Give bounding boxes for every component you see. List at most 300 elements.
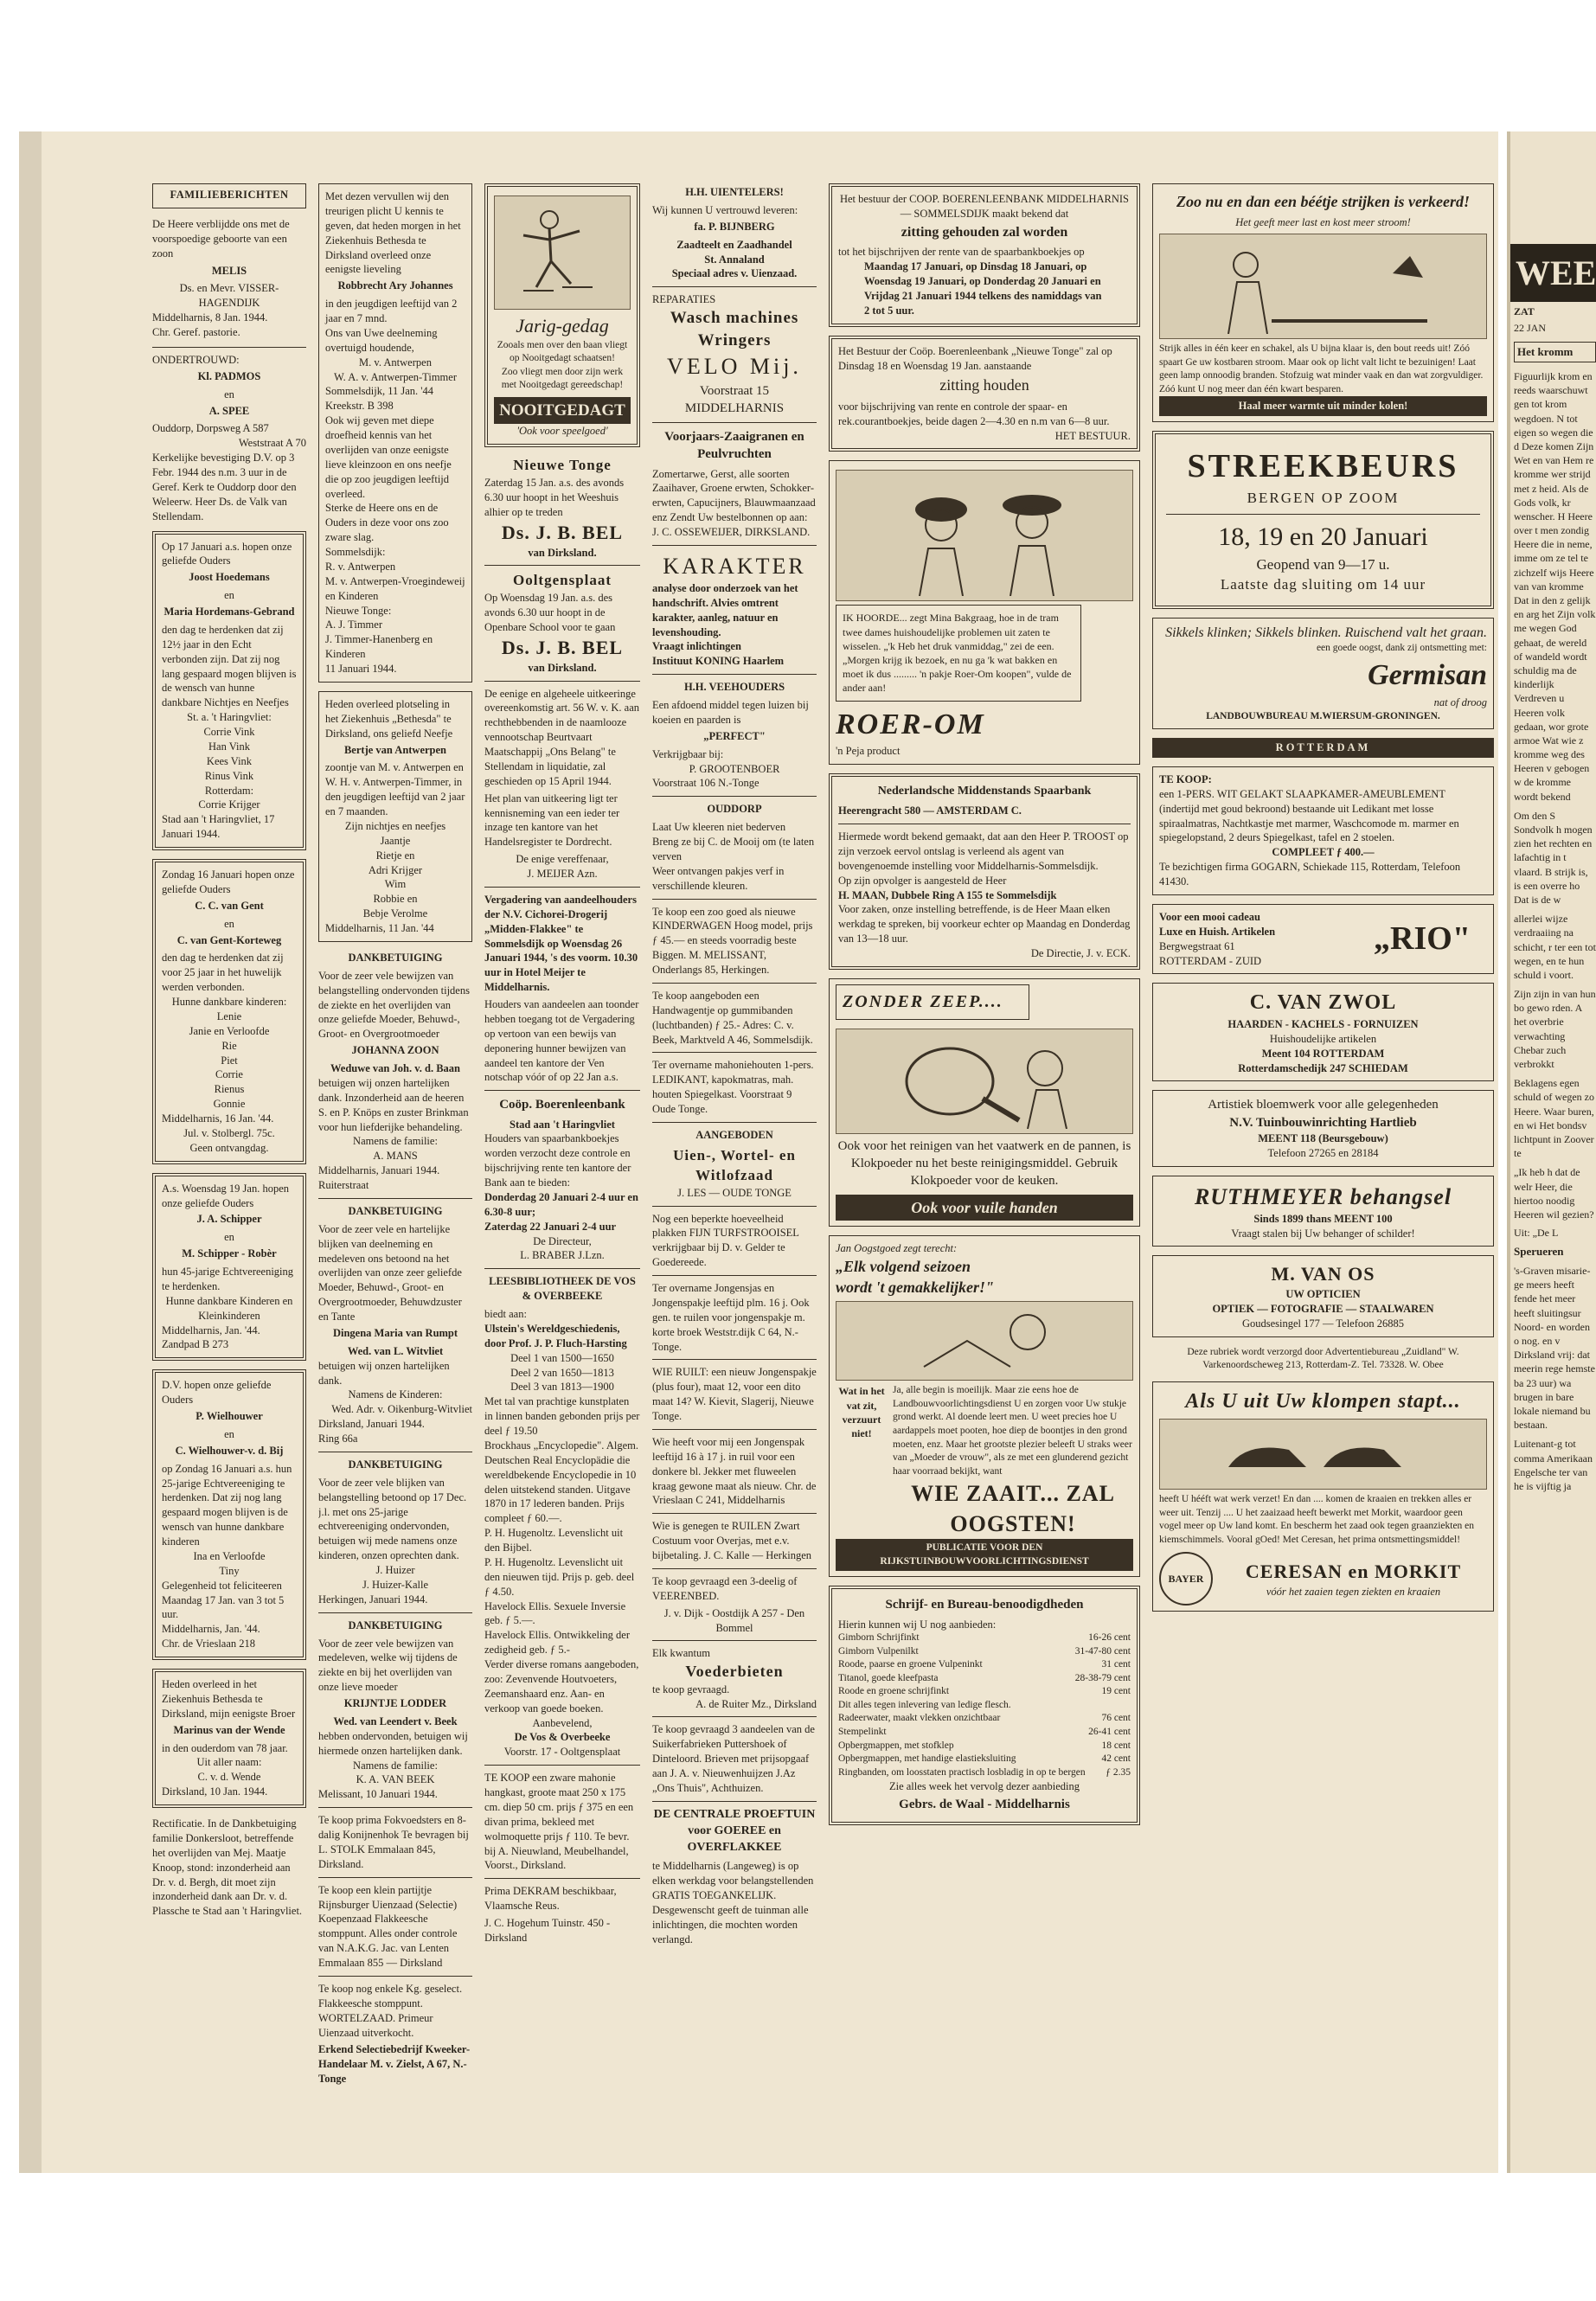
lees-line: Verder diverse romans aangeboden, zoo: Zevenvende Houtvoeters, Zeemanshaard enz. Aan- en verkoop van goede boeken. (484, 1658, 639, 1715)
tekoop-address: Te bezichtigen firma GOGARN, Schiekade 115, Rotterdam, Telefoon 41430. (1159, 861, 1461, 888)
ad-text: analyse door onderzoek van het handschrift. Alvies omtrent karakter, aanleg, natuur en levenshouding. (652, 581, 798, 638)
bayer-logo: BAYER (1159, 1552, 1213, 1606)
column-obituaries (318, 183, 472, 2121)
uientelers-ad (652, 185, 817, 281)
anniv-sign: Hunne dankbare Kinderen en Kleinkinderen (165, 1294, 293, 1322)
bank-sign: HET BESTUUR. (1054, 429, 1131, 442)
next-text: 's-Graven misarie-ge meers heeft fende het meer heeft sluitingsur Noord- en worden o nog. en v Dirksland vrij: dat meerin rege hemste ba 23 uur) wa brugen in bare lokale niemand bu bestaan. (1514, 1265, 1595, 1432)
bank-text: Hiermede wordt bekend gemaakt, dat aan den Heer P. TROOST op zijn verzoek eervol ontslag is verleend als agent van bovengenoemde instelling voor Middelharnis-Sommelsdijk. (838, 830, 1129, 872)
bank-text: H. MAAN, Dubbele Ring A 155 te Sommelsdijk (838, 888, 1057, 901)
two-ladies-illustration (836, 470, 1133, 601)
notice-place: van Dirksland. (528, 546, 597, 559)
ad-line: fa. P. BIJNBERG (694, 220, 775, 233)
vanos-text: Goudsesingel 177 — Telefoon 26885 (1241, 1317, 1405, 1330)
anniv-text: D.V. hopen onze geliefde Ouders (162, 1379, 272, 1407)
anniv-date: Middelharnis, Jan. '44. (162, 1623, 260, 1636)
spaarbank-notice (829, 773, 1140, 970)
vanos-logo: M. VAN OS (1271, 1263, 1375, 1285)
tekoop-price: COMPLEET ƒ 400.— (1272, 846, 1375, 859)
thanks-header: DANKBETUIGING (348, 1618, 443, 1631)
ad-header: DE CENTRALE PROEFTUIN voor GOEREE en OVERFLAKKEE (653, 1807, 816, 1854)
ad-line: REPARATIES (652, 293, 716, 306)
anniv-child: Corrie Vink (203, 726, 255, 738)
price-row (838, 1740, 1131, 1753)
thanks-signer: A. MANS (373, 1150, 418, 1163)
obit-age: in den jeugdigen leeftijd van 2 jaar en 7 mnd. (325, 298, 458, 324)
thanks-sign: Namens de familie: (353, 1135, 438, 1148)
roerom-sub: 'n Peja product (836, 745, 901, 758)
schrijf-ad (829, 1586, 1140, 1825)
notice-text: Houders van spaarbankboekjes worden verzocht deze controle en bijschrijving rente ten kantore der Bank aan te bieden: (484, 1132, 631, 1189)
rotterdam-band: ROTTERDAM (1152, 738, 1494, 758)
lees-line: Deel 2 van 1650—1813 (510, 1366, 614, 1379)
coop-notice (484, 1096, 640, 1263)
bank-text: voor bijschrijving van rente en controle der spaar- en rek.courantboekjes, beide dagen 2—4.30 en n.m van 6—8 uur. (838, 400, 1110, 427)
strijk-text: Strijk alles in één keer en schakel, als U bijna klaar is, den bout reeds uit! Zóó spaart Ge uw kostbaren stroom. Maar ook op licht valt licht te bezuinigen! Laat geen lamp onnoodig branden. Stofzuig wat minder vaak en dan wat zorgvuldiger. Zóó kunt U nog meer dan één kwart besparen. (1159, 343, 1484, 394)
ceresan-ad (1152, 1381, 1494, 1612)
zwol-text: Meent 104 ROTTERDAM (1261, 1047, 1385, 1060)
oogsten-text: Ja, alle begin is moeilijk. Maar zie eens hoe de Landbouwvoorlichtingsdienst U en zorgen voor Uw stukje grond werkt. Al doende leert men. U weet precies hoe U aardappels moet pooten, hoe diep de boontjes in den grond moeten, enz. Maar het grootste plezier beleeft U straks weer van „Moeder de vrouw", als ze met een glunderend gezicht haar voorraad bekijkt, want (893, 1385, 1132, 1477)
column-bank-ads (829, 183, 1140, 2121)
notice-text: Houders van aandeelen aan toonder hebben toegang tot de Vergadering op vertoon van een bewijs van deponering hunner bewijzen van aandeel ten kantore der Ven notschap vóór of op 22 Jan a.s. (484, 998, 639, 1084)
anniv-place: Rotterdam: (204, 784, 254, 797)
thanks-signer: Wed. Adr. v. Oikenburg-Witvliet (331, 1403, 472, 1416)
small-ad: WIE RUILT: een nieuw Jongenspakje (plus four), maat 12, voor een dito maat 14? W. Kievit, Slagerij, Nieuwe Tonge. (652, 1366, 817, 1423)
death-signer: C. v. d. Wende (197, 1771, 261, 1784)
ad-line: St. Annaland (704, 253, 765, 266)
lees-line: Voorstr. 17 - Ooltgensplaat (503, 1746, 621, 1759)
price-row (838, 1753, 1131, 1766)
strijk-banner: Haal meer warmte uit minder kolen! (1159, 396, 1487, 416)
anniv-date: Middelharnis, 16 Jan. '44. (162, 1112, 274, 1125)
schrijf-header: Schrijf- en Bureau-benoodigdheden (885, 1598, 1084, 1612)
voederbieten-ad (652, 1646, 817, 1711)
ad-text: te Middelharnis (Langeweg) is op elken werkdag voor belangstellenden GRATIS TOEGANKELIJK. (652, 1860, 814, 1902)
oogsten-top: Jan Oogstgoed zegt terecht: (836, 1241, 958, 1254)
ad-line: Speciaal adres v. Uienzaad. (671, 267, 798, 280)
zeep-banner: Ook voor vuile handen (836, 1195, 1133, 1221)
obit-child: Rietje en (375, 849, 415, 862)
ad-line: Voorstraat 15 (699, 383, 770, 398)
proeftuin-ad (652, 1807, 817, 1947)
obit-date: Middelharnis, 11 Jan. '44 (325, 922, 434, 934)
woman-pan-illustration (836, 1029, 1133, 1134)
vergadering-notice (484, 893, 640, 1085)
notice-name: Ds. J. B. BEL (501, 521, 624, 543)
rio-logo: „RIO" (1374, 920, 1471, 958)
obit-child: Bebje Verolme (362, 907, 428, 920)
velo-logo: VELO Mij. (667, 354, 802, 380)
price-value: 31-47-80 cent (1074, 1645, 1131, 1657)
obit-signer: A. J. Timmer (325, 619, 382, 631)
ad-text: Uien-, Wortel- en Witlofzaad (673, 1146, 796, 1183)
anniversary-van-gent (152, 859, 306, 1164)
schrijf-intro: Hierin kunnen wij U nog aanbieden: (838, 1618, 997, 1631)
schrijf-list (838, 1631, 1131, 1779)
zitting-middelharnis (829, 183, 1140, 327)
price-item: Opbergmappen, met handige elastieksluiting (838, 1753, 1016, 1765)
anniv-child: Ina en Verloofde (193, 1549, 266, 1562)
next-text: Om den S Sondvolk h mogen zien het rechten en lafachtig in t vlaard. B strijk is, is een overre ho Dat is de w (1514, 809, 1593, 906)
anniv-child: Han Vink (208, 740, 250, 753)
ad-header: KARAKTER (663, 553, 806, 579)
oogsten-quote: „Elk volgend seizoen wordt 't gemakkelijker!" (836, 1257, 994, 1297)
price-row (838, 1685, 1131, 1699)
small-ad: Te koop een zoo goed als nieuwe KINDERWAGEN Hoog model, prijs ƒ 45.— en steeds voorradig beste Biggen. M. MELISSANT, Onderlangs 85, Herkingen. (652, 905, 813, 977)
thanks-signer: J. Huizer (375, 1564, 415, 1576)
thanks-date: Herkingen, Januari 1944. (318, 1593, 428, 1606)
engaged-address-1: Ouddorp, Dorpsweg A 587 (152, 422, 269, 435)
zwol-text: HAARDEN - KACHELS - FORNUIZEN (1227, 1017, 1419, 1030)
price-row (838, 1726, 1131, 1740)
anniv-text: Zondag 16 Januari hopen onze geliefde Ouders (162, 868, 295, 895)
nooitgedagt-logo: NOOITGEDAGT (494, 397, 631, 425)
hartlieb-text: N.V. Tuinbouwinrichting Hartlieb (1229, 1115, 1417, 1130)
veehouders-ad (652, 680, 817, 791)
oogsten-big: WIE ZAAIT... ZAL OOGSTEN! (911, 1481, 1115, 1537)
obit-child: Robbie en (373, 893, 418, 906)
skater-icon (497, 201, 627, 304)
price-item: Gimborn Vulpenilkt (838, 1645, 919, 1657)
zwol-text: Rotterdamschedijk 247 SCHIEDAM (1238, 1061, 1408, 1074)
notice-text: Op Woensdag 19 Jan. a.s. des avonds 6.30 uur hoopt in de Openbare School voor te gaan (484, 592, 616, 634)
small-ad: Ter overname mahoniehouten 1-pers. LEDIKANT, kapokmatras, mah. houten Spiegelkast. Voorstraat 9 Oude Tonge. (652, 1059, 814, 1116)
thanks-header: DANKBETUIGING (348, 1458, 443, 1471)
nooitgedagt-sub: 'Ook voor speelgoed' (516, 425, 608, 438)
notice-text: Het plan van uitkeering ligt ter kennisneming van een ieder ter inzage ten kantore van het Handelsregister te Dordrecht. (484, 792, 620, 849)
oogsten-footer: PUBLICATIE VOOR DEN RIJKSTUINBOUWVOORLICHTINGSDIENST (836, 1539, 1133, 1571)
price-row (838, 1631, 1131, 1645)
birth-name: MELIS (211, 264, 247, 277)
small-ad: J. C. Hogehum Tuinstr. 450 - Dirksland (484, 1917, 611, 1944)
germisan-logo: Germisan (1368, 658, 1487, 691)
ad-header: OUDDORP (707, 803, 762, 816)
lees-line: P. H. Hugenoltz. Levenslicht uit den Bijbel. (484, 1527, 624, 1554)
ad-text: Een afdoend middel tegen luizen bij koeien en paarden is (652, 699, 809, 726)
obit-sign: Zijn nichtjes en neefjes (344, 819, 446, 832)
price-item: Stempelinkt (838, 1727, 887, 1737)
anniv-and: en (224, 589, 234, 602)
liquidatie-notice (484, 687, 640, 881)
klompen-text: heeft U hééft wat werk verzet! En dan .... komen de kraaien en trekken alles er weer uit. Tenzij .... U het zaaizaad heeft bewerkt met Morkit, waardoor geen vogel meer op Uw land komt. En bescherm het zaad ook tegen graanziekten en kiemschimmels. Vooral gOed! Met Ceresan, het prima ontsmettingsmiddel! (1159, 1494, 1475, 1545)
ruthmeyer-text: Vraagt stalen bij Uw behanger of schilder! (1231, 1227, 1415, 1240)
obit-name: Robbrecht Ary Johannes (337, 279, 453, 292)
bank-text: Op zijn opvolger is aangesteld de Heer (838, 874, 1007, 887)
anniv-child: Piet (221, 1054, 238, 1067)
anniv-child: Tiny (219, 1564, 240, 1577)
death-age: in den ouderdom van 78 jaar. (162, 1741, 288, 1754)
obit-place: Sommelsdijk: (325, 546, 386, 558)
price-item: Roode en groene schrijfinkt (838, 1686, 950, 1697)
zeep-text: Ook voor het reinigen van het vaatwerk en de pannen, is Klokpoeder nu het beste reinigingsmiddel. Gebruik Klokpoeder voor de keuken. (837, 1138, 1131, 1189)
bank-text: tot het bijschrijven der rente van de spaarbankboekjes op (838, 246, 1085, 259)
iron-icon (1194, 239, 1453, 334)
notice-text: Zaterdag 22 Januari 2-4 uur (484, 1220, 617, 1233)
column-church-notices (484, 183, 640, 2121)
anniv-name: C. C. van Gent (195, 899, 264, 912)
anniversary-schipper (152, 1173, 306, 1362)
velo-ad (652, 292, 817, 417)
thanks-name: Wed. van L. Witvliet (347, 1344, 444, 1357)
birth-date: Middelharnis, 8 Jan. 1944. (152, 311, 268, 324)
farmer-icon (898, 1306, 1071, 1375)
price-value: 16-26 cent (1088, 1632, 1131, 1644)
obit-text: zoontje van M. v. Antwerpen en W. H. v. Antwerpen-Timmer, in den jeugdigen leeftijd van 2 jaar en 7 maanden. (325, 761, 465, 817)
next-text: „Ik heb h dat de welr Heer, die hiertoo noodig Heeren wil gezien? (1514, 1166, 1594, 1221)
ad-header: Voorjaars-Zaaigranen en Peulvruchten (664, 430, 804, 462)
small-ad: Te koop prima Fokvoedsters en 8-dalig Konijnenhok Te bevragen bij L. STOLK Emmalaan 845, Dirksland. (318, 1814, 469, 1870)
anniv-child: Gonnie (213, 1098, 246, 1111)
anniv-and: en (224, 1427, 234, 1440)
ceresan-logo: CERESAN en MORKIT (1245, 1560, 1462, 1582)
price-item: Titanol, goede kleefpasta (838, 1672, 939, 1683)
ooltgensplaat-notice (484, 571, 640, 675)
notice-text: De eenige en algeheele uitkeeringe overeenkomstig art. 56 W. v. K. aan rechthebbenden in de naamlooze vennootschap Beurtvaart Maatschappij „Ons Belang" te Stellendam in liquidatie, zal geschieden op 15 April 1944. (484, 687, 640, 787)
column-display-ads (1152, 183, 1494, 2121)
engaged-text: Kerkelijke bevestiging D.V. op 3 Febr. 1944 des n.m. 3 uur in de Geref. Kerk te Ouddorp door den Weleerw. Heer Ds. de Valk van Stellendam. (152, 452, 297, 522)
germisan-text: Sikkels klinken; Sikkels blinken. Ruischend valt het graan. (1165, 625, 1487, 640)
vanos-ad (1152, 1255, 1494, 1336)
small-ad: Ter overname Jongensjas en Jongenspakje leeftijd plm. 16 j. Ook gen. te ruilen voor jongenspakje m. korte broek Weststr.dijk C 64, N.-Tonge. (652, 1282, 810, 1353)
price-item: Gimborn Schrijfinkt (838, 1632, 920, 1644)
next-line: ZAT (1514, 305, 1535, 317)
thanks-huizer (318, 1458, 472, 1607)
thanks-name: Wed. van Leendert v. Beek (333, 1715, 458, 1727)
notice-text: Vergadering van aandeelhouders der N.V. Cichorei-Drogerij „Midden-Flakkee" te Sommelsdijk op Woensdag 26 Januari 1944, 's des voorm. 10.30 uur in Hotel Meijer te Middelharnis. (484, 893, 638, 994)
ad-text: Verkrijgbaar bij: (652, 747, 724, 760)
price-value: ƒ 2.35 (1106, 1766, 1131, 1778)
anniversary-wielhouwer (152, 1369, 306, 1660)
anniv-child: Janie en Verloofde (189, 1024, 270, 1037)
klompen-title: Als U uit Uw klompen stapt... (1185, 1389, 1461, 1413)
beurs-place: BERGEN OP ZOOM (1247, 490, 1400, 507)
price-value: 76 cent (1101, 1713, 1131, 1724)
newspaper-page (19, 131, 1498, 2173)
small-ad: Te koop nog enkele Kg. geselect. Flakkeesche stomppunt. WORTELZAAD. Primeur Uienzaad uitverkocht. (318, 1982, 463, 2039)
ad-line: Zaadteelt en Zaadhandel (676, 238, 792, 251)
beurs-hours: Geopend van 9—17 u. (1256, 555, 1390, 573)
next-text: Zijn zijn in van hun bo gewo rden. A het overbrie verwachting Chebar zuch verbrokkt (1514, 988, 1596, 1070)
anniv-note: Geen ontvangdag. (189, 1141, 269, 1154)
notice-place: Stad aan 't Haringvliet (510, 1118, 615, 1131)
birth-notice (152, 217, 306, 340)
notice-header: LEESBIBLIOTHEEK DE VOS & OVERBEEKE (489, 1275, 636, 1303)
beurs-title: STREEKBEURS (1187, 448, 1459, 485)
bank-sign: De Directie, J. v. ECK. (1030, 947, 1131, 960)
ad-header: Voederbieten (685, 1663, 784, 1681)
thanks-text: Voor de zeer vele en hartelijke blijken van deelneming en medeleven ons betoond na het overlijden van onze zeer geliefde Moeder, Behuwd-, Groot- en Overgrootmoeder, Behuwdzuster en Tante (318, 1222, 462, 1323)
zeep-header: ZONDER ZEEP.... (836, 984, 1029, 1020)
thanks-sign: Namens de familie: (353, 1759, 438, 1772)
beurs-last: Laatste dag sluiting om 14 uur (1220, 575, 1426, 593)
birth-text: De Heere verblijdde ons met de voorspoedige geboorte van een zoon (152, 217, 290, 260)
price-row (838, 1766, 1131, 1780)
obit-text: Ook wij geven met diepe droefheid kennis van het overlijden van onze eenigste lieve kleinzoon en ons neefje die op zoo jeugdigen leeftijd overleed. (325, 414, 452, 500)
small-ad: Nog een beperkte hoeveelheid plakken FIJN TURFSTROOISEL verkrijgbaar bij D. v. Gelder te Goedereede. (652, 1212, 799, 1269)
thanks-text: betuigen wij onzen hartelijken dank. Inzonderheid aan de heeren S. en P. Knöps en zuster Brinkman voor hun liefderijke behandeling. (318, 1076, 469, 1133)
notice-sign: De Directeur, (533, 1234, 592, 1247)
obit-child: Jaantje (380, 834, 411, 847)
lees-line: Aanbevelend, (532, 1716, 593, 1729)
ad-line: Wasch machines (670, 309, 799, 328)
ad-text: Elk kwantum (652, 1647, 711, 1660)
obit-text: Met dezen vervullen wij den treurigen plicht U kennis te geven, dat heden morgen in het Ziekenhuis Bethesda te Dirksland overleed onze eenigste lieveling (325, 190, 461, 276)
bank-address: Heerengracht 580 — AMSTERDAM C. (838, 804, 1022, 817)
ad-line: Wringers (697, 330, 772, 349)
thanks-date: Dirksland, Januari 1944. (318, 1418, 425, 1431)
death-text: Heden overleed in het Ziekenhuis Bethesda te Dirksland, mijn eenigste Broer (162, 1678, 296, 1720)
beurs-dates: 18, 19 en 20 Januari (1218, 522, 1428, 552)
anniv-text: den dag te herdenken dat zij 12½ jaar in den Echt verbonden zijn. Dat zij nog lang gespaard mogen blijven is de wensch van hunne dankbare Nichtjes en Neefjes (162, 623, 297, 709)
bank-text: Het bestuur der COOP. BOERENLEENBANK MIDDELHARNIS — SOMMELSDIJK maakt bekend dat (839, 193, 1129, 220)
next-text: Figuurlijk krom en reeds waarschuwt gen tot krom wegdoen. N tot eigen so wegen die d Deze komen Zijn Wet en van Hem re kromme wer strijd met z heid. Als de Gods volk, kr wenscher. H Heere over t men zondig Heere die in neme, imme om ze tel te zichzelf wijs Heere van van kromme Dat in den z gelijk en arg het Zijn volk me wegen God gehaat, de wereld of wandeld wordt schuldig ma de kinderlijk Verdreven u Heeren volk gedaan, wor grote armoe Wat wie z kromme weg des Heeren v gebogen w de kromme wordt bekend (1514, 370, 1596, 803)
skater-illustration (494, 195, 631, 310)
price-row (838, 1699, 1131, 1713)
lees-line: Met tal van prachtige kunstplaten in linnen banden gebonden prijs per deel ƒ 19.50 (484, 1395, 640, 1438)
anniv-address: Zandpad B 273 (162, 1338, 229, 1351)
price-value: 19 cent (1101, 1686, 1131, 1697)
next-text: Luitenant-g tot comma Amerikaan Engelsche ter van he is vijftig ja (1514, 1438, 1593, 1492)
family-header: FAMILIEBERICHTEN (170, 189, 289, 201)
zaaigranen-ad (652, 428, 817, 540)
bank-header: zitting houden (939, 376, 1029, 394)
ad-header: AANGEBODEN (695, 1128, 773, 1141)
leesbibliotheek (484, 1274, 640, 1759)
anniv-text: hun 45-jarige Echtvereeniging te herdenken. (162, 1266, 294, 1292)
nooitgedagt-text: Zoo vliegt men door zijn werk met Nooitgedagt gereedschap! (501, 366, 624, 391)
vanos-text: UW OPTICIEN (1285, 1288, 1361, 1301)
small-ad: Prima DEKRAM beschikbaar, Vlaamsche Reus. (484, 1885, 617, 1913)
obit-signer: J. Timmer-Hanenberg en Kinderen (325, 633, 433, 661)
klompen-illustration (1159, 1419, 1487, 1490)
small-ad: Te koop aangeboden een Handwagentje op gummibanden (luchtbanden) ƒ 25.- Adres: C. v. Beek, Marktveld A 46, Sommelsdijk. (652, 989, 813, 1046)
bank-header: Nederlandsche Middenstands Spaarbank (877, 785, 1092, 798)
ad-line: Wij kunnen U vertrouwd leveren: (652, 203, 798, 216)
oogsten-side: Wat in het vat zit, verzuurt niet! (838, 1385, 885, 1439)
vanos-text: OPTIEK — FOTOGRAFIE — STAALWAREN (1212, 1303, 1434, 1316)
obit-address: Kreekstr. B 398 (325, 400, 394, 413)
bank-header: zitting gehouden zal worden (901, 224, 1068, 240)
small-ad: Te koop gevraagd 3 aandeelen van de Suikerfabrieken Puttershoek of Dinteloord. Brieven met prijsopgaaf aan J. A. v. Nieuwenhuijzen J.Az „Ons Thuis", Achthuizen. (652, 1723, 815, 1794)
next-text: allerlei wijze verdraaiing na schicht, r ter een tot wegen, en te hun schuld i voort. (1514, 913, 1596, 981)
thanks-sign: Namens de Kinderen: (348, 1388, 443, 1401)
anniv-and: en (224, 917, 234, 930)
small-ad: Te koop gevraagd een 3-deelig of VEERENBED. (652, 1574, 798, 1602)
strijk-sub: Het geeft meer last en kost meer stroom! (1235, 216, 1411, 229)
klokpoeder-ad (829, 978, 1140, 1227)
price-row (838, 1712, 1131, 1726)
ad-text: te koop gevraagd. (652, 1682, 730, 1695)
next-text: Uit: „De L (1514, 1227, 1559, 1240)
ironing-illustration (1159, 234, 1487, 339)
ad-text: Laat Uw kleeren niet bederven (652, 821, 786, 834)
thanks-text: betuigen wij onzen hartelijken dank. (318, 1359, 450, 1387)
birth-parents: Ds. en Mevr. VISSER-HAGENDIJK (179, 282, 279, 310)
notice-name: Ds. J. B. BEL (501, 636, 624, 658)
notice-text: Donderdag 20 Januari 2-4 uur en 6.30-8 uur; (484, 1190, 638, 1218)
price-item: Opbergmappen, met stofklep (838, 1740, 954, 1751)
ad-text: Zomertarwe, Gerst, alle soorten Zaaihaver, Groene erwten, Schokker-erwten, Capucijners, Blauwmaanzaad enz Zendt Uw bestelbonnen op aan: J. C. OSSEWEIJER, DIRKSLAND. (652, 467, 816, 538)
anniv-text: A.s. Woensdag 19 Jan. hopen onze geliefde Ouders (162, 1182, 290, 1209)
price-row (838, 1672, 1131, 1686)
schrijf-sign: Gebrs. de Waal - Middelharnis (899, 1797, 1070, 1811)
thanks-address: Ring 66a (318, 1433, 358, 1445)
obit-signer: R. v. Antwerpen (325, 560, 396, 573)
lees-line: Ulstein's Wereldgeschiedenis, door Prof. J. P. Fluch-Harsting (484, 1322, 627, 1349)
anniv-name: P. Wielhouwer (195, 1410, 263, 1422)
obituary-van-antwerpen (318, 183, 472, 683)
anniv-name: C. Wielhouwer-v. d. Bij (175, 1444, 284, 1457)
small-ad: Erkend Selectiebedrijf Kweeker-Handelaar M. v. Zielst, A 67, N.-Tonge (318, 2043, 471, 2086)
rio-text: Voor een mooi cadeau (1159, 910, 1261, 923)
anniv-name: Joost Hoedemans (189, 571, 270, 584)
anniv-text: Op 17 Januari a.s. hopen onze geliefde Ouders (162, 540, 292, 567)
ad-text: P. GROOTENBOER (689, 762, 780, 775)
obit-signer: M. v. Antwerpen-Vroegindeweij en Kinderen (325, 574, 465, 602)
tekoop-ameublement (1152, 766, 1494, 895)
zwol-text: Huishoudelijke artikelen (1269, 1032, 1377, 1045)
price-item: Radeerwater, maakt vlekken onzichtbaar (838, 1713, 1001, 1724)
column-small-ads (652, 183, 817, 2121)
schrijf-note: Zie alles week het vervolg dezer aanbieding (888, 1780, 1080, 1793)
strijk-title: Zoo nu en dan een béétje strijken is verkeerd! (1176, 193, 1470, 210)
lees-line: Deel 1 van 1500—1650 (510, 1351, 614, 1364)
ad-text: J. LES — OUDE TONGE (677, 1186, 792, 1199)
lees-line: P. H. Hugenoltz. Levenslicht uit den nieuwen tijd. Prijs p. geb. deel ƒ 4.50. (484, 1555, 635, 1598)
anniv-date: Stad aan 't Haringvliet, 17 Januari 1944. (162, 813, 275, 841)
engagement-notice (152, 353, 306, 524)
ad-text: Instituut KONING Haarlem (652, 655, 785, 668)
thanks-signer: K. A. VAN BEEK (356, 1773, 435, 1786)
rio-ad (1152, 904, 1494, 975)
ad-text: Voorstraat 106 N.-Tonge (652, 777, 760, 790)
thanks-name: KRIJNTJE LODDER (343, 1697, 447, 1709)
small-ad: TE KOOP een zware mahonie hangkast, groote maat 250 x 175 cm. diep 50 cm. prijs ƒ 375 en een divan prima, bekleed met wolmoquette prijs ƒ 110. Te bevr. bij A. Nieuwland, Meubelhandel, Voorst., Dirksland. (484, 1772, 634, 1872)
obituary-bertje (318, 691, 472, 942)
engaged-header: ONDERTROUWD: (152, 353, 240, 366)
anniv-name: J. A. Schipper (196, 1213, 262, 1226)
next-masthead: WEE (1510, 244, 1596, 302)
ad-text: Weer ontvangen pakjes verf in verschillende kleuren. (652, 864, 785, 892)
bank-text: Voor zaken, onze instelling betreffende, is de Heer Maan elken werkdag te spreken, bij voorkeur echter op Maandag en Donderdag van 13—18 uur. (838, 903, 1131, 945)
thanks-name: Weduwe van Joh. v. d. Baan (330, 1062, 461, 1074)
nooitgedagt-ad (484, 183, 640, 447)
adjacent-page (1507, 131, 1596, 2173)
lees-line: biedt aan: (484, 1308, 527, 1321)
roerom-ad (829, 460, 1140, 765)
column-family-notices (152, 183, 306, 2121)
death-name: Marinus van der Wende (173, 1723, 285, 1736)
bank-text: Het Bestuur der Coöp. Boerenleenbank „Nieuwe Tonge" zal op Dinsdag 18 en Woensdag 19 Jan. aanstaande (838, 344, 1112, 372)
anniv-and: en (224, 1231, 234, 1244)
obit-text: Heden overleed plotseling in het Ziekenhuis „Bethesda" te Dirksland, ons geliefd Neefje (325, 697, 453, 740)
thanks-address: Ruiterstraat (318, 1179, 369, 1191)
farmer-illustration (836, 1301, 1133, 1381)
anniv-sign: Hunne dankbare kinderen: (171, 996, 287, 1008)
birth-place: Chr. Geref. pastorie. (152, 326, 240, 338)
notice-header: Coöp. Boerenleenbank (499, 1098, 625, 1112)
notice-header: Nieuwe Tonge (513, 457, 612, 474)
thanks-text: Voor de zeer vele bewijzen van medeleven, welke wij tijdens de ziekte en bij het overlijden van onze lieve moeder (318, 1637, 458, 1694)
anniv-child: Rienus (214, 1083, 245, 1096)
tekoop-text: een 1-PERS. WIT GELAKT SLAAPKAMER-AMEUBLEMENT (indertijd met goud bekroond) bestaande uit Ledikant met losse spiraalmatras, Nachtkastje met marmer, Waschcomode m. marmer en spiegelopstand, 2 deurs Spiegelkast, tafel en 2 stoelen. (1159, 787, 1459, 844)
thanks-text: Voor de zeer vele blijken van belangstelling betoond op 17 Dec. j.l. met ons 25-jarige echtvereeniging ondervonden, betuigen wij mede namens onze kinderen, onzen oprechten dank. (318, 1476, 467, 1562)
notice-sign: De enige vereffenaar, (516, 853, 609, 866)
ruthmeyer-ad (1152, 1176, 1494, 1247)
ceresan-sub: vóór het zaaien tegen ziekten en kraaien (1266, 1585, 1441, 1598)
ad-text: „PERFECT" (703, 729, 766, 742)
anniv-child: Lenie (216, 1009, 242, 1022)
